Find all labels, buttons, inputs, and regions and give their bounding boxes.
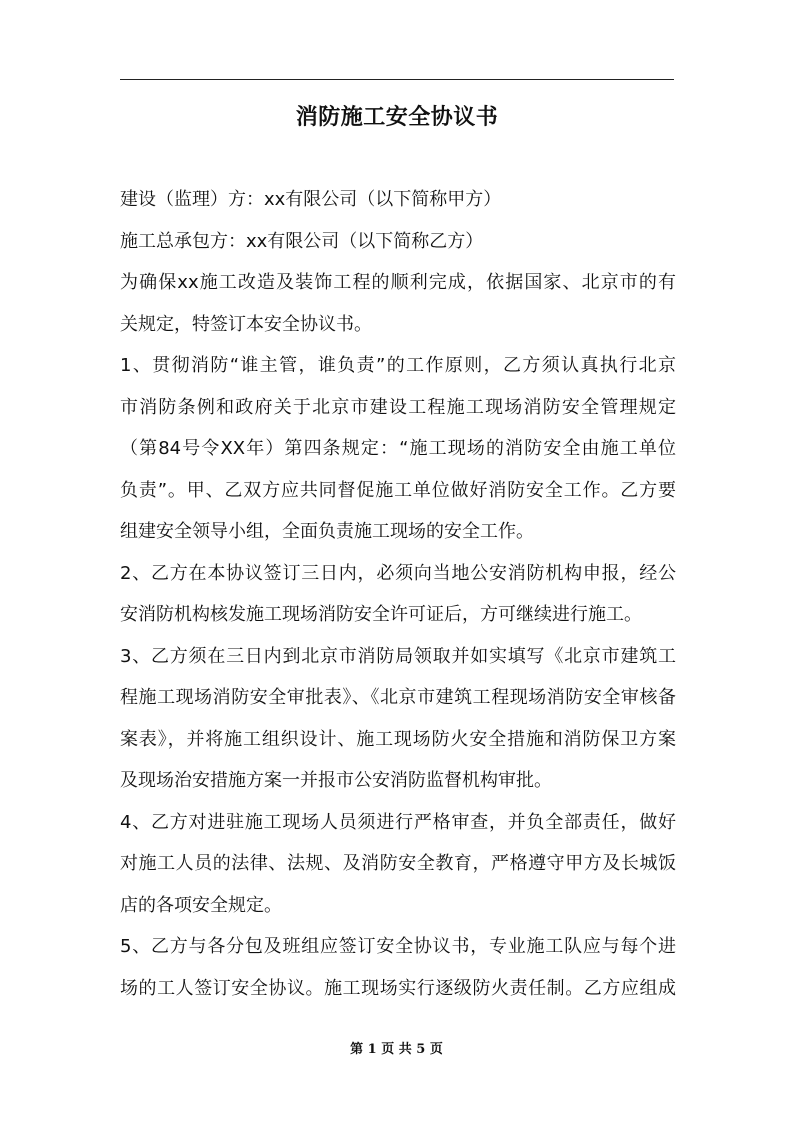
body-line: 案表》，并将施工组织设计、施工现场防火安全措施和消防保卫方案 bbox=[120, 728, 676, 750]
body-line: 店的各项安全规定。 bbox=[120, 894, 282, 916]
body-line: 负责”。甲、乙双方应共同督促施工单位做好消防安全工作。乙方要 bbox=[120, 479, 676, 501]
body-line: 4、乙方对进驻施工现场人员须进行严格审查，并负全部责任，做好 bbox=[120, 811, 676, 833]
body-line: 程施工现场消防安全审批表》、《北京市建筑工程现场消防安全审核备 bbox=[120, 687, 676, 708]
body-line: 2、乙方在本协议签订三日内，必须向当地公安消防机构申报，经公 bbox=[120, 562, 676, 584]
body-line: 为确保xx施工改造及装饰工程的顺利完成，依据国家、北京市的有 bbox=[120, 272, 676, 293]
body-line: 3、乙方须在三日内到北京市消防局领取并如实填写《北京市建筑工 bbox=[120, 645, 676, 667]
body-line: 关规定，特签订本安全协议书。 bbox=[120, 313, 372, 335]
document-body bbox=[120, 179, 676, 1009]
body-line: 1、贯彻消防“谁主管，谁负责”的工作原则，乙方须认真执行北京 bbox=[120, 355, 676, 376]
body-line: 场的工人签订安全协议。施工现场实行逐级防火责任制。乙方应组成 bbox=[120, 977, 676, 999]
body-line: （第84号令XX年）第四条规定：“施工现场的消防安全由施工单位 bbox=[120, 438, 676, 459]
body-line: 组建安全领导小组，全面负责施工现场的安全工作。 bbox=[120, 521, 534, 542]
body-line: 市消防条例和政府关于北京市建设工程施工现场消防安全管理规定 bbox=[120, 396, 676, 418]
body-line: 5、乙方与各分包及班组应签订安全协议书，专业施工队应与每个进 bbox=[120, 936, 676, 957]
body-line: 施工总承包方：xx有限公司（以下简称乙方） bbox=[120, 230, 484, 252]
body-line: 及现场治安措施方案一并报市公安消防监督机构审批。 bbox=[120, 770, 552, 791]
body-line: 安消防机构核发施工现场消防安全许可证后，方可继续进行施工。 bbox=[120, 604, 642, 625]
document-title: 消防施工安全协议书 bbox=[295, 105, 499, 130]
header-rule bbox=[120, 79, 674, 80]
body-line: 建设（监理）方：xx有限公司（以下简称甲方） bbox=[120, 189, 502, 210]
body-line: 对施工人员的法律、法规、及消防安全教育，严格遵守甲方及长城饭 bbox=[120, 853, 676, 874]
page-number-footer: 第 1 页 共 5 页 bbox=[350, 1042, 443, 1057]
